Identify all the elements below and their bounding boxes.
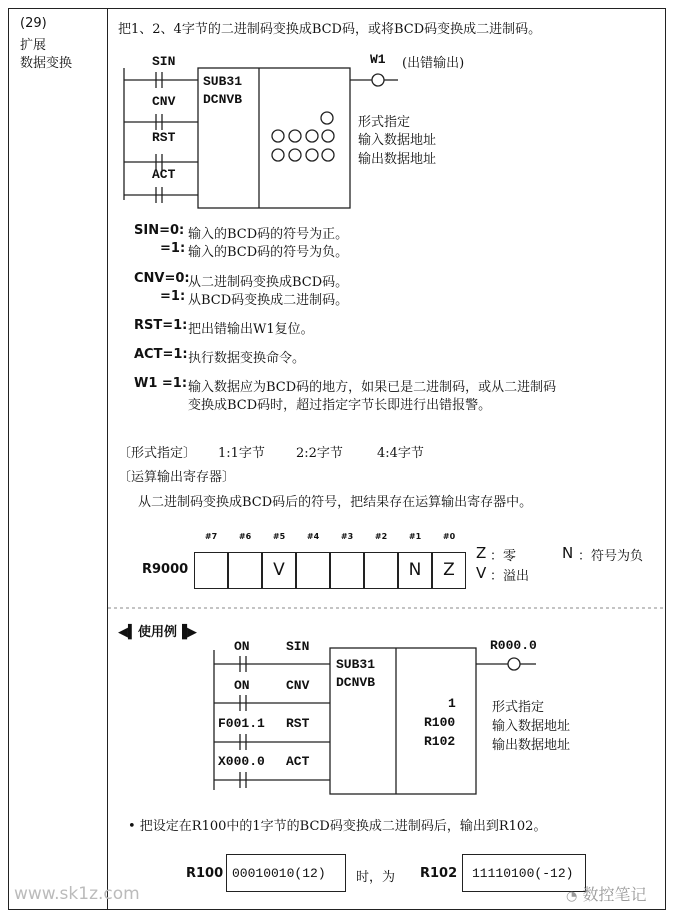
register-bit-cell (364, 552, 398, 589)
def-sin1-key: =1: (160, 241, 186, 256)
bit-label: #2 (374, 532, 388, 541)
block-name-line2: DCNVB (203, 92, 243, 107)
example-block-line2: DCNVB (336, 675, 376, 690)
bit-label: #1 (408, 532, 422, 541)
register-section-desc: 从二进制码变换成BCD码后的符号，把结果存在运算输出寄存器中。 (138, 495, 533, 510)
example-input-act: ACT (286, 754, 310, 769)
example-param-value-input: R100 (424, 715, 456, 730)
def-rst-text: 把出错输出W1复位。 (188, 322, 314, 337)
example-param-format: 形式指定 (492, 700, 545, 715)
bit-label: #6 (238, 532, 252, 541)
input-rst-label: RST (152, 130, 176, 145)
legend-n: ：符号为负 (578, 549, 644, 564)
param-output-address: 输出数据地址 (358, 152, 437, 167)
legend-z-key: Z (476, 544, 487, 562)
legend-v: ：溢出 (490, 569, 530, 584)
section-title-line1: 扩展 (20, 38, 47, 53)
def-sin0-text: 输入的BCD码的符号为正。 (188, 227, 349, 242)
format-spec-opt1: 1:1字节 (218, 446, 265, 461)
example-param-value-format: 1 (448, 696, 456, 711)
example-in-reg: R100 (186, 866, 224, 881)
def-w1-text: 输入数据应为BCD码的地方，如果已是二进制码，或从二进制码 (188, 380, 557, 395)
example-left-marker-icon: ◀▍ (118, 625, 138, 640)
output-w1-label: W1 (370, 52, 386, 67)
bit-label: #0 (442, 532, 456, 541)
example-block-line1: SUB31 (336, 657, 376, 672)
register-name: R9000 (142, 562, 189, 577)
def-cnv1-text: 从BCD码变换成二进制码。 (188, 293, 349, 308)
register-bit-cell (228, 552, 262, 589)
example-note: • 把设定在R100中的1字节的BCD码变换成二进制码后，输出到R102。 (128, 819, 547, 834)
example-param-output: 输出数据地址 (492, 738, 571, 753)
section-title-line2: 数据变换 (20, 56, 73, 71)
input-cnv-label: CNV (152, 94, 176, 109)
register-bit-cell (296, 552, 330, 589)
example-title: 使用例 (138, 625, 178, 640)
def-act-key: ACT=1: (134, 347, 188, 362)
block-name-line1: SUB31 (203, 74, 243, 89)
legend-z: ：零 (490, 549, 517, 564)
wechat-icon: ◔ (566, 889, 578, 904)
register-bit-cell: V (262, 552, 296, 589)
watermark-brand-text: 数控笔记 (582, 885, 647, 904)
example-title-wrap (118, 621, 197, 640)
legend-n-key: N (562, 544, 574, 562)
example-param-value-output: R102 (424, 734, 456, 749)
bit-label: #5 (272, 532, 286, 541)
register-section-label: 〔运算输出寄存器〕 (118, 470, 236, 485)
def-sin1-text: 输入的BCD码的符号为负。 (188, 245, 349, 260)
def-cnv1-key: =1: (160, 289, 186, 304)
bit-label: #4 (306, 532, 320, 541)
def-sin0-key: SIN=0: (134, 223, 185, 238)
def-rst-key: RST=1: (134, 318, 188, 333)
param-input-address: 输入数据地址 (358, 133, 437, 148)
register-bit-cell (194, 552, 228, 589)
example-out-value: 11110100(-12) (472, 866, 574, 881)
def-cnv0-text: 从二进制码变换成BCD码。 (188, 275, 349, 290)
watermark-brand (566, 882, 646, 905)
example-in-value: 00010010(12) (232, 866, 326, 881)
example-mid-text: 时，为 (356, 870, 396, 885)
section-number: (29) (20, 16, 47, 31)
example-out-reg: R102 (420, 866, 458, 881)
input-sin-label: SIN (152, 54, 176, 69)
register-bit-cell (330, 552, 364, 589)
def-w1-key: W1 =1: (134, 376, 188, 391)
example-right-marker-icon: ▐▶ (177, 625, 198, 640)
contact-on-2: ON (234, 678, 250, 693)
legend-v-key: V (476, 564, 487, 582)
def-act-text: 执行数据变换命令。 (188, 351, 306, 366)
input-act-label: ACT (152, 167, 176, 182)
register-bit-cell: N (398, 552, 432, 589)
contact-x0000: X000.0 (218, 754, 265, 769)
example-input-rst: RST (286, 716, 310, 731)
intro-text: 把1、2、4字节的二进制码变换成BCD码，或将BCD码变换成二进制码。 (118, 22, 542, 37)
example-input-sin: SIN (286, 639, 310, 654)
def-w1-text2: 变换成BCD码时，超过指定字节长即进行出错报警。 (188, 398, 492, 413)
def-cnv0-key: CNV=0: (134, 271, 190, 286)
format-spec-label: 〔形式指定〕 (118, 446, 197, 461)
example-param-input: 输入数据地址 (492, 719, 571, 734)
bit-label: #3 (340, 532, 354, 541)
param-format: 形式指定 (358, 115, 411, 130)
bit-label: #7 (204, 532, 218, 541)
register-bit-cell: Z (432, 552, 466, 589)
contact-on-1: ON (234, 639, 250, 654)
example-input-cnv: CNV (286, 678, 310, 693)
format-spec-opt2: 2:2字节 (296, 446, 343, 461)
watermark-url: www.sk1z.com (14, 884, 140, 904)
format-spec-opt3: 4:4字节 (377, 446, 424, 461)
example-output: R000.0 (490, 638, 537, 653)
output-note: (出错输出) (402, 56, 465, 71)
contact-f0011: F001.1 (218, 716, 265, 731)
